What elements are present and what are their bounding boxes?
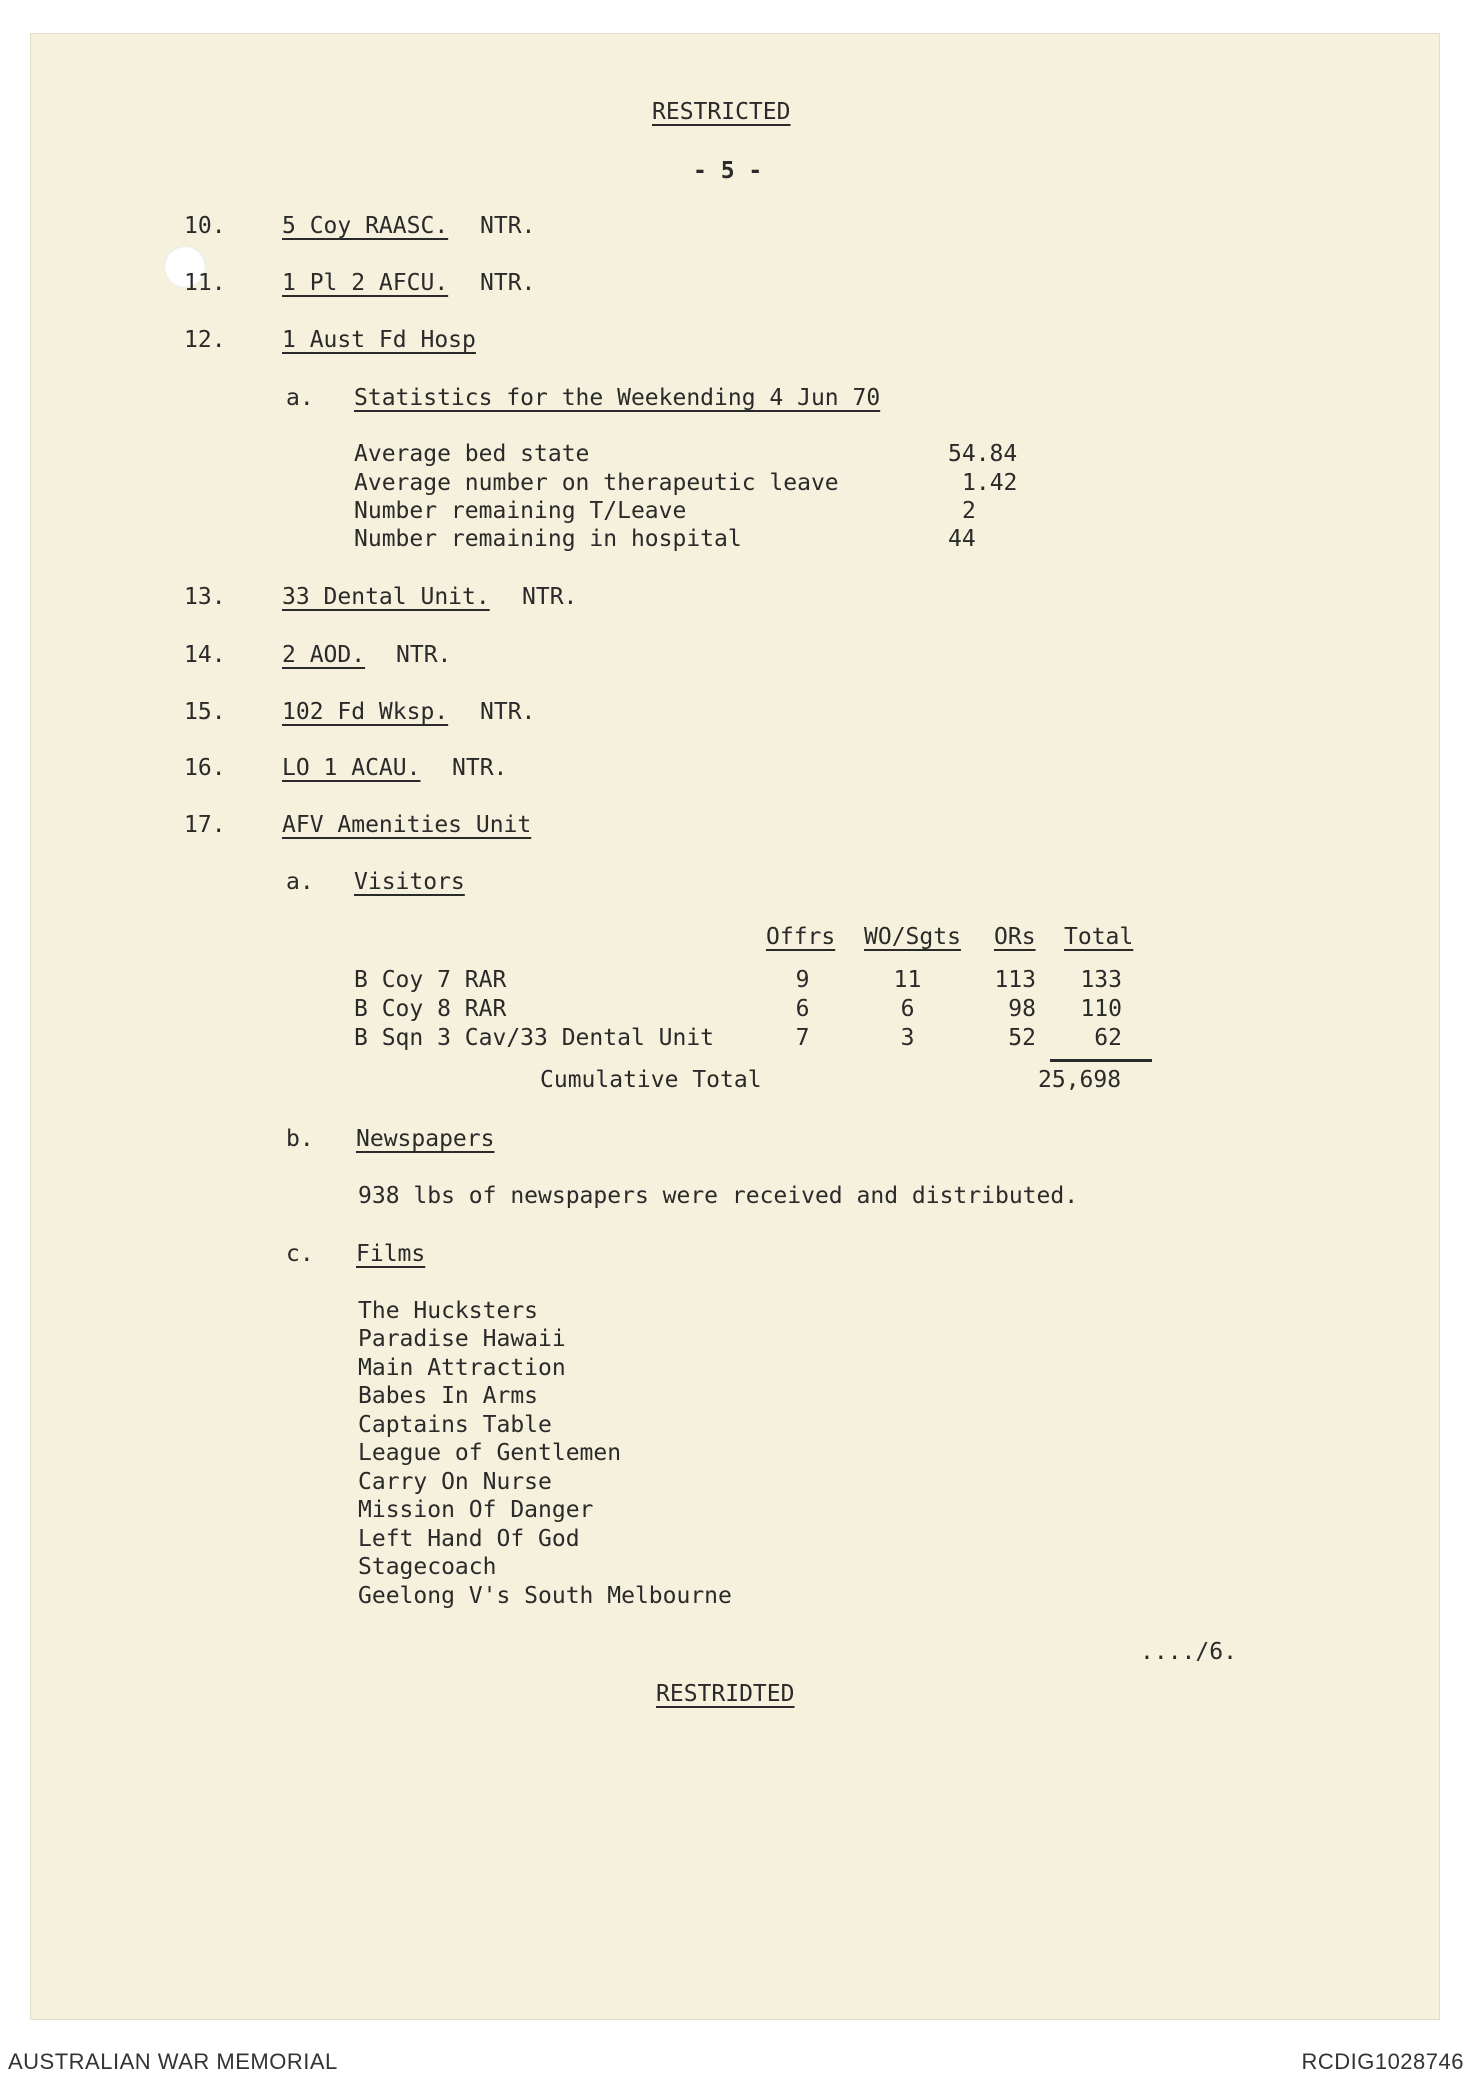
document-page [30,33,1440,2020]
film-title: Babes In Arms [358,1383,539,1409]
visitor-wo-sgts: 6 [900,996,915,1022]
item-title: 1 Pl 2 AFCU. [282,270,449,296]
film-title: Carry On Nurse [358,1469,552,1495]
item-title: 102 Fd Wksp. [282,699,449,725]
item-title: LO 1 ACAU. [282,755,421,781]
item-title: AFV Amenities Unit [282,812,532,838]
item-number: 17. [184,812,226,838]
subsection-letter: b. [286,1126,314,1152]
visitor-total: 133 [1080,967,1122,993]
item-status: NTR. [480,699,536,725]
film-title: League of Gentlemen [358,1440,622,1466]
visitor-unit: B Coy 7 RAR [354,967,507,993]
item-number: 12. [184,327,226,353]
cumulative-value: 25,698 [1038,1067,1122,1093]
newspapers-text: 938 lbs of newspapers were received and distributed. [358,1183,1079,1209]
item-number: 14. [184,642,226,668]
visitor-offrs: 9 [795,967,810,993]
visitor-ors: 52 [1008,1025,1036,1051]
film-title: Main Attraction [358,1355,566,1381]
item-number: 11. [184,270,226,296]
column-header: WO/Sgts [864,924,961,950]
subsection-letter: c. [286,1241,314,1267]
film-title: The Hucksters [358,1298,539,1324]
stat-label: Number remaining T/Leave [354,498,687,524]
item-number: 10. [184,213,226,239]
classification-header: RESTRICTED [652,99,791,125]
item-title: 5 Coy RAASC. [282,213,449,239]
visitor-wo-sgts: 11 [893,967,922,993]
film-title: Stagecoach [358,1554,497,1580]
visitor-unit: B Coy 8 RAR [354,996,507,1022]
visitor-ors: 113 [994,967,1036,993]
film-title: Left Hand Of God [358,1526,580,1552]
subsection-title: Films [356,1241,426,1267]
stat-label: Average number on therapeutic leave [354,470,839,496]
visitor-wo-sgts: 3 [900,1025,915,1051]
stat-label: Number remaining in hospital [354,526,742,552]
visitor-offrs: 7 [795,1025,810,1051]
page-number: - 5 - [693,158,763,184]
item-number: 16. [184,755,226,781]
item-title: 2 AOD. [282,642,366,668]
subsection-letter: a. [286,385,314,411]
column-header: Total [1064,924,1134,950]
visitor-total: 62 [1094,1025,1122,1051]
subsection-title: Statistics for the Weekending 4 Jun 70 [354,385,881,411]
item-number: 15. [184,699,226,725]
item-title: 33 Dental Unit. [282,584,490,610]
visitor-unit: B Sqn 3 Cav/33 Dental Unit [354,1025,715,1051]
film-title: Captains Table [358,1412,552,1438]
stat-value: 2 [962,498,976,524]
archive-credit: AUSTRALIAN WAR MEMORIAL [8,2049,338,2074]
subsection-title: Newspapers [356,1126,495,1152]
column-header: Offrs [766,924,836,950]
item-status: NTR. [522,584,578,610]
item-status: NTR. [480,213,536,239]
film-title: Mission Of Danger [358,1497,594,1523]
item-status: NTR. [480,270,536,296]
column-header: ORs [994,924,1036,950]
archive-reference: RCDIG1028746 [1301,2049,1464,2074]
film-title: Geelong V's South Melbourne [358,1583,732,1609]
stat-value: 44 [948,526,976,552]
cumulative-label: Cumulative Total [540,1067,762,1093]
film-title: Paradise Hawaii [358,1326,566,1352]
stat-value: 54.84 [948,441,1018,467]
stat-label: Average bed state [354,441,590,467]
visitor-offrs: 6 [795,996,810,1022]
visitor-ors: 98 [1008,996,1036,1022]
continuation-marker: ..../6. [1140,1639,1237,1665]
subsection-letter: a. [286,869,314,895]
subsection-title: Visitors [354,869,465,895]
item-status: NTR. [396,642,452,668]
stat-value: 1.42 [962,470,1018,496]
item-title: 1 Aust Fd Hosp [282,327,476,353]
classification-footer: RESTRIDTED [656,1681,795,1707]
total-rule [1050,1059,1152,1062]
item-status: NTR. [452,755,508,781]
visitor-total: 110 [1080,996,1122,1022]
item-number: 13. [184,584,226,610]
